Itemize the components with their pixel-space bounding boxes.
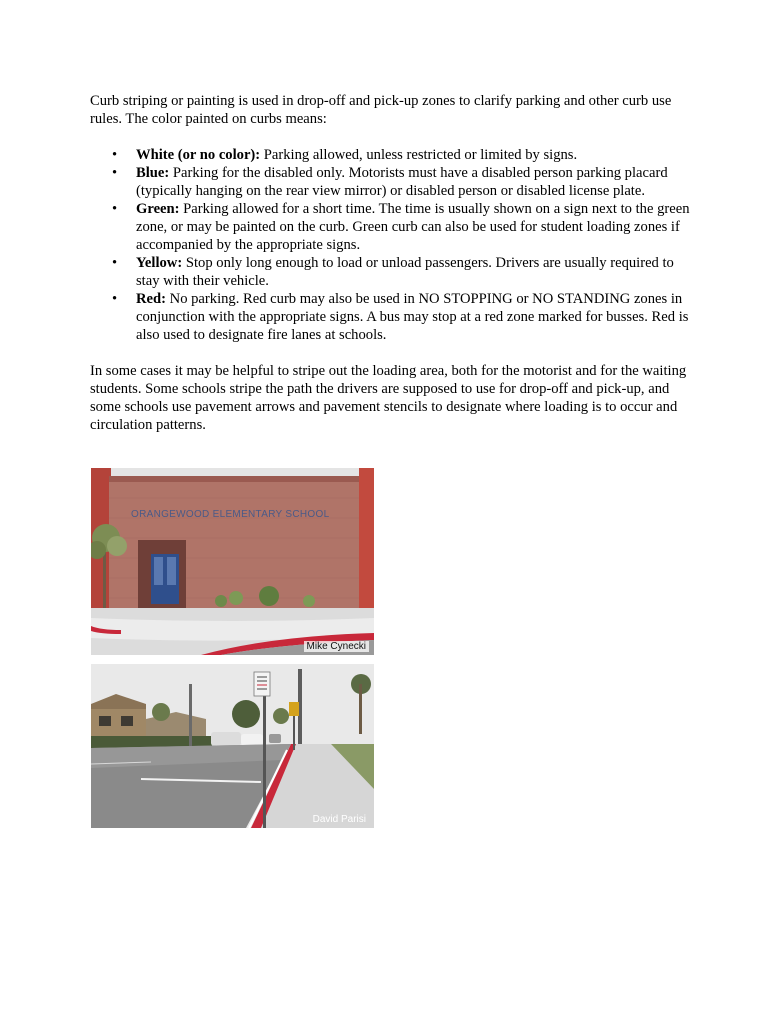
photo-credit: David Parisi: [312, 814, 366, 825]
list-item: [90, 146, 690, 164]
school-building-image: [91, 468, 374, 655]
bullet: •: [112, 291, 118, 307]
document-body: [90, 92, 690, 434]
rule-term: Green:: [136, 201, 180, 217]
bullet: •: [112, 147, 118, 163]
rule-text: Parking allowed, unless restricted or limited by signs.: [260, 147, 578, 163]
rule-text: No parking. Red curb may also be used in NO STOPPING or NO STANDING zones in conjunction with the appropriate signs. A bus may stop at a red zone marked for busses. Red is also used to designate fire lanes at schools.: [136, 291, 689, 343]
rule-term: Red:: [136, 291, 166, 307]
street-curb-image: [91, 664, 374, 828]
rule-text: Parking for the disabled only. Motorists must have a disabled person parking placard (typically hanging on the rear view mirror) or disabled person or disabled license plate.: [136, 165, 668, 199]
bullet: •: [112, 201, 118, 217]
rule-text: Stop only long enough to load or unload passengers. Drivers are usually required to stay with their vehicle.: [136, 255, 674, 289]
rule-term: Blue:: [136, 165, 170, 181]
rule-term: Yellow:: [136, 255, 183, 271]
bullet: •: [112, 255, 118, 271]
school-sign-text: ORANGEWOOD ELEMENTARY SCHOOL: [131, 509, 330, 520]
rule-term: White (or no color):: [136, 147, 261, 163]
outro-paragraph: In some cases it may be helpful to stripe out the loading area, both for the motorist and for the waiting students. Some schools stripe the path the drivers are supposed to use for drop-off and pick-up, and some schools use pavement arrows and pavement stencils to designate where loading is to occur and circulation patterns.: [90, 363, 687, 433]
list-item: [90, 200, 690, 254]
school-building-photo: [91, 468, 374, 655]
bullet: •: [112, 165, 118, 181]
street-curb-photo: [91, 664, 374, 828]
curb-color-list: [90, 146, 690, 344]
photo-credit: Mike Cynecki: [304, 641, 369, 652]
list-item: [90, 164, 690, 200]
list-item: [90, 290, 690, 344]
list-item: [90, 254, 690, 290]
intro-paragraph: Curb striping or painting is used in drop-off and pick-up zones to clarify parking and other curb use rules. The color painted on curbs means:: [90, 93, 672, 127]
rule-text: Parking allowed for a short time. The time is usually shown on a sign next to the green zone, or may be painted on the curb. Green curb can also be used for student loading zones if accompanied by the appropriate signs.: [136, 201, 690, 253]
